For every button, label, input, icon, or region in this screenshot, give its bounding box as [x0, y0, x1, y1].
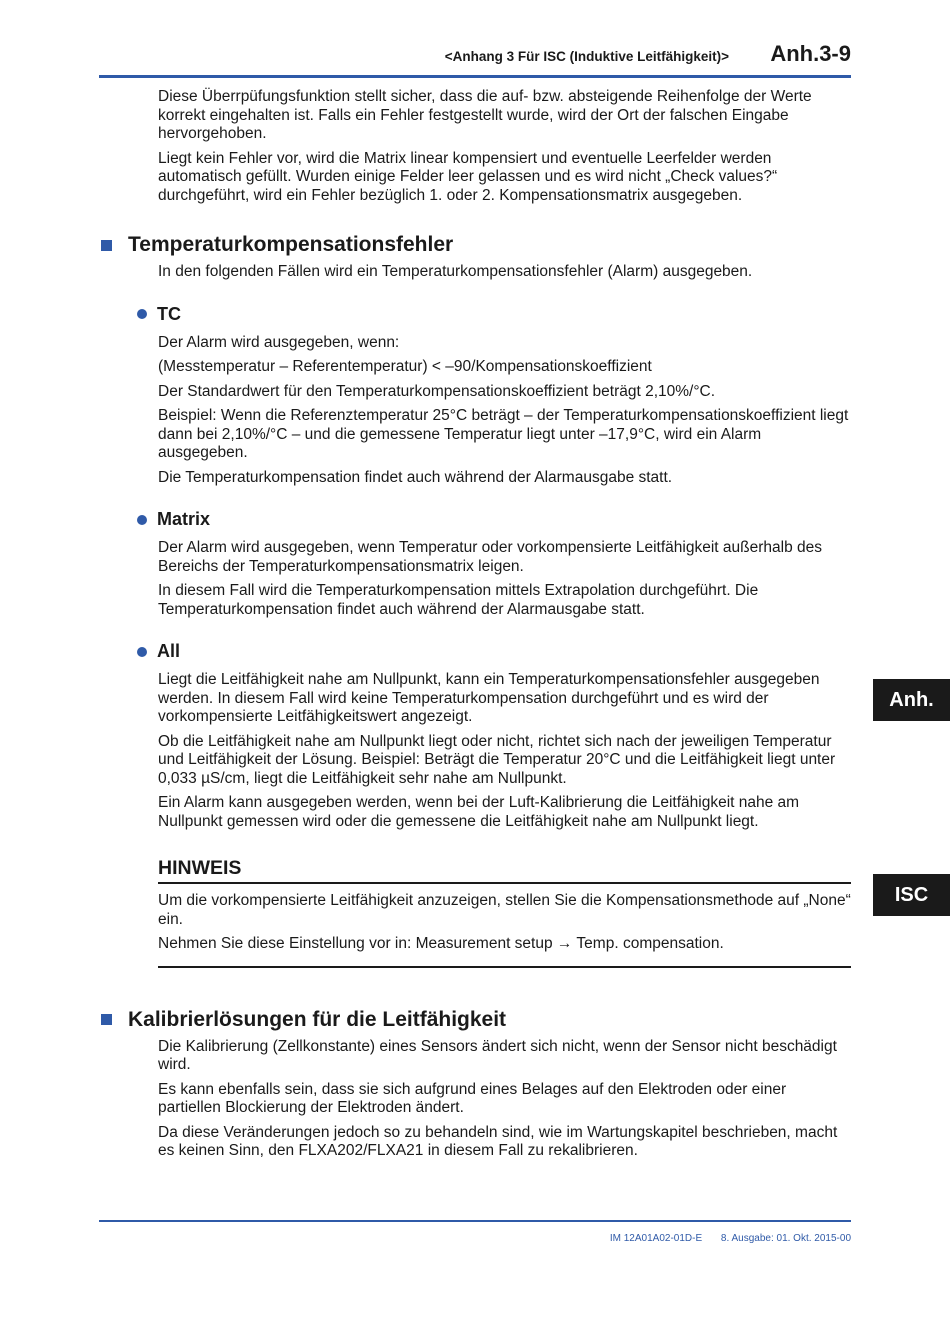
paragraph: (Messtemperatur – Referentemperatur) < –90/Kompensationskoeffizient: [158, 358, 652, 375]
section-title: Kalibrierlösungen für die Leitfähigkeit: [128, 1007, 507, 1031]
tab-isc: ISC: [873, 874, 950, 916]
note-paragraph: Nehmen Sie diese Einstellung vor in: Measurement setup → Temp. compensation.: [158, 935, 724, 952]
subsection-title: TC: [157, 303, 181, 324]
paragraph: Beispiel: Wenn die Referenztemperatur 25°C beträgt – der Temperaturkompensationskoeffizient liegt dann bei 2,10%/°C – und die gemessene Temperatur liegt unter –17,9°C, wird ein Alarm ausgegeben.: [158, 407, 849, 461]
note-box: [158, 857, 851, 968]
section-heading-calibration-solutions: [99, 1008, 851, 1032]
subsection-heading-tc: [137, 304, 851, 325]
square-bullet-icon: [101, 1014, 112, 1025]
page-header: [99, 38, 851, 78]
subsection-title: Matrix: [157, 509, 211, 529]
paragraph: Da diese Veränderungen jedoch so zu behandeln sind, wie im Wartungskapitel beschrieben, macht es keinen Sinn, den FLXA202/FLXA21 in diesem Fall zu rekalibrieren.: [158, 1123, 838, 1159]
paragraph: Der Alarm wird ausgegeben, wenn:: [158, 333, 400, 351]
chapter-title: <Anhang 3 Für ISC (Induktive Leitfähigkeit)>: [444, 49, 729, 64]
subsection-heading-all: [137, 641, 851, 662]
section-heading-temperature-compensation-error: [99, 233, 851, 257]
paragraph: Ein Alarm kann ausgegeben werden, wenn bei der Luft-Kalibrierung die Leitfähigkeit nahe am Nullpunkt gemessen wird oder die gemessene die Leitfähigkeit nahe am Nullpunkt liegt.: [158, 794, 800, 830]
paragraph: Der Standardwert für den Temperaturkompensationskoeffizient beträgt 2,10%/°C.: [158, 382, 716, 400]
document-id: IM 12A01A02-01D-E: [609, 1233, 703, 1244]
paragraph: Liegt die Leitfähigkeit nahe am Nullpunkt, kann ein Temperaturkompensationsfehler ausgegeben werden. In diesem Fall wird keine Temperaturkompensation durchgeführt und es wird der vorkompensierte Leitfähigkeitswert angezeigt.: [158, 671, 820, 725]
section-title: Temperaturkompensationsfehler: [128, 233, 454, 256]
circle-bullet-icon: [137, 309, 147, 319]
intro-paragraph: Diese Überrpüfungsfunktion stellt sicher, dass die auf- bzw. absteigende Reihenfolge der Werte korrekt eingehalten ist. Falls ein Fehler festgestellt wurde, wird der Ort der falschen Eingabe hervorgehoben.: [158, 88, 812, 142]
page-number: Anh.3-9: [770, 41, 851, 66]
edition-info: 8. Ausgabe: 01. Okt. 2015-00: [720, 1233, 851, 1244]
square-bullet-icon: [101, 240, 112, 251]
paragraph: Der Alarm wird ausgegeben, wenn Temperatur oder vorkompensierte Leitfähigkeit außerhalb des Bereichs der Temperaturkompensationsmatrix leigen.: [158, 539, 822, 575]
footer-rule: [99, 1220, 851, 1222]
circle-bullet-icon: [137, 647, 147, 657]
page-footer: [610, 1233, 851, 1244]
paragraph: Ob die Leitfähigkeit nahe am Nullpunkt liegt oder nicht, richtet sich nach der jeweiligen Temperatur und Leitfähigkeit der Lösung. Beispiel: Beträgt die Temperatur 20°C und die Leitfähigkeit liegt unter 0,033 µS/cm, liegt die Leitfähigkeit sehr nahe am Nullpunkt.: [158, 732, 836, 787]
paragraph: Die Kalibrierung (Zellkonstante) eines Sensors ändert sich nicht, wenn der Sensor nicht beschädigt wird.: [158, 1037, 837, 1073]
section-intro: In den folgenden Fällen wird ein Temperaturkompensationsfehler (Alarm) ausgegeben.: [158, 263, 753, 280]
circle-bullet-icon: [137, 515, 147, 525]
subsection-heading-matrix: [137, 509, 851, 530]
tab-anhang: Anh.: [873, 679, 950, 721]
note-title: HINWEIS: [158, 857, 851, 884]
paragraph: In diesem Fall wird die Temperaturkompensation mittels Extrapolation durchgeführt. Die Temperaturkompensation findet auch während der Alarmausgabe statt.: [158, 582, 759, 618]
page-content: [99, 88, 851, 1167]
subsection-title: All: [157, 641, 181, 661]
note-paragraph: Um die vorkompensierte Leitfähigkeit anzuzeigen, stellen Sie die Kompensationsmethode auf „None“ ein.: [158, 892, 851, 928]
paragraph: Es kann ebenfalls sein, dass sie sich aufgrund eines Belages auf den Elektroden oder einer partiellen Blockierung der Elektroden ändert.: [158, 1080, 787, 1116]
note-end-rule: [158, 966, 851, 968]
intro-paragraph: Liegt kein Fehler vor, wird die Matrix linear kompensiert und eventuelle Leerfelder werden automatisch gefüllt. Wurden einige Felder leer gelassen und es wird nicht „Check values?“ durchgeführt, wird ein Fehler bezüglich 1. oder 2. Kompensationsmatrix ausgegeben.: [158, 149, 778, 204]
paragraph: Die Temperaturkompensation findet auch während der Alarmausgabe statt.: [158, 468, 673, 486]
